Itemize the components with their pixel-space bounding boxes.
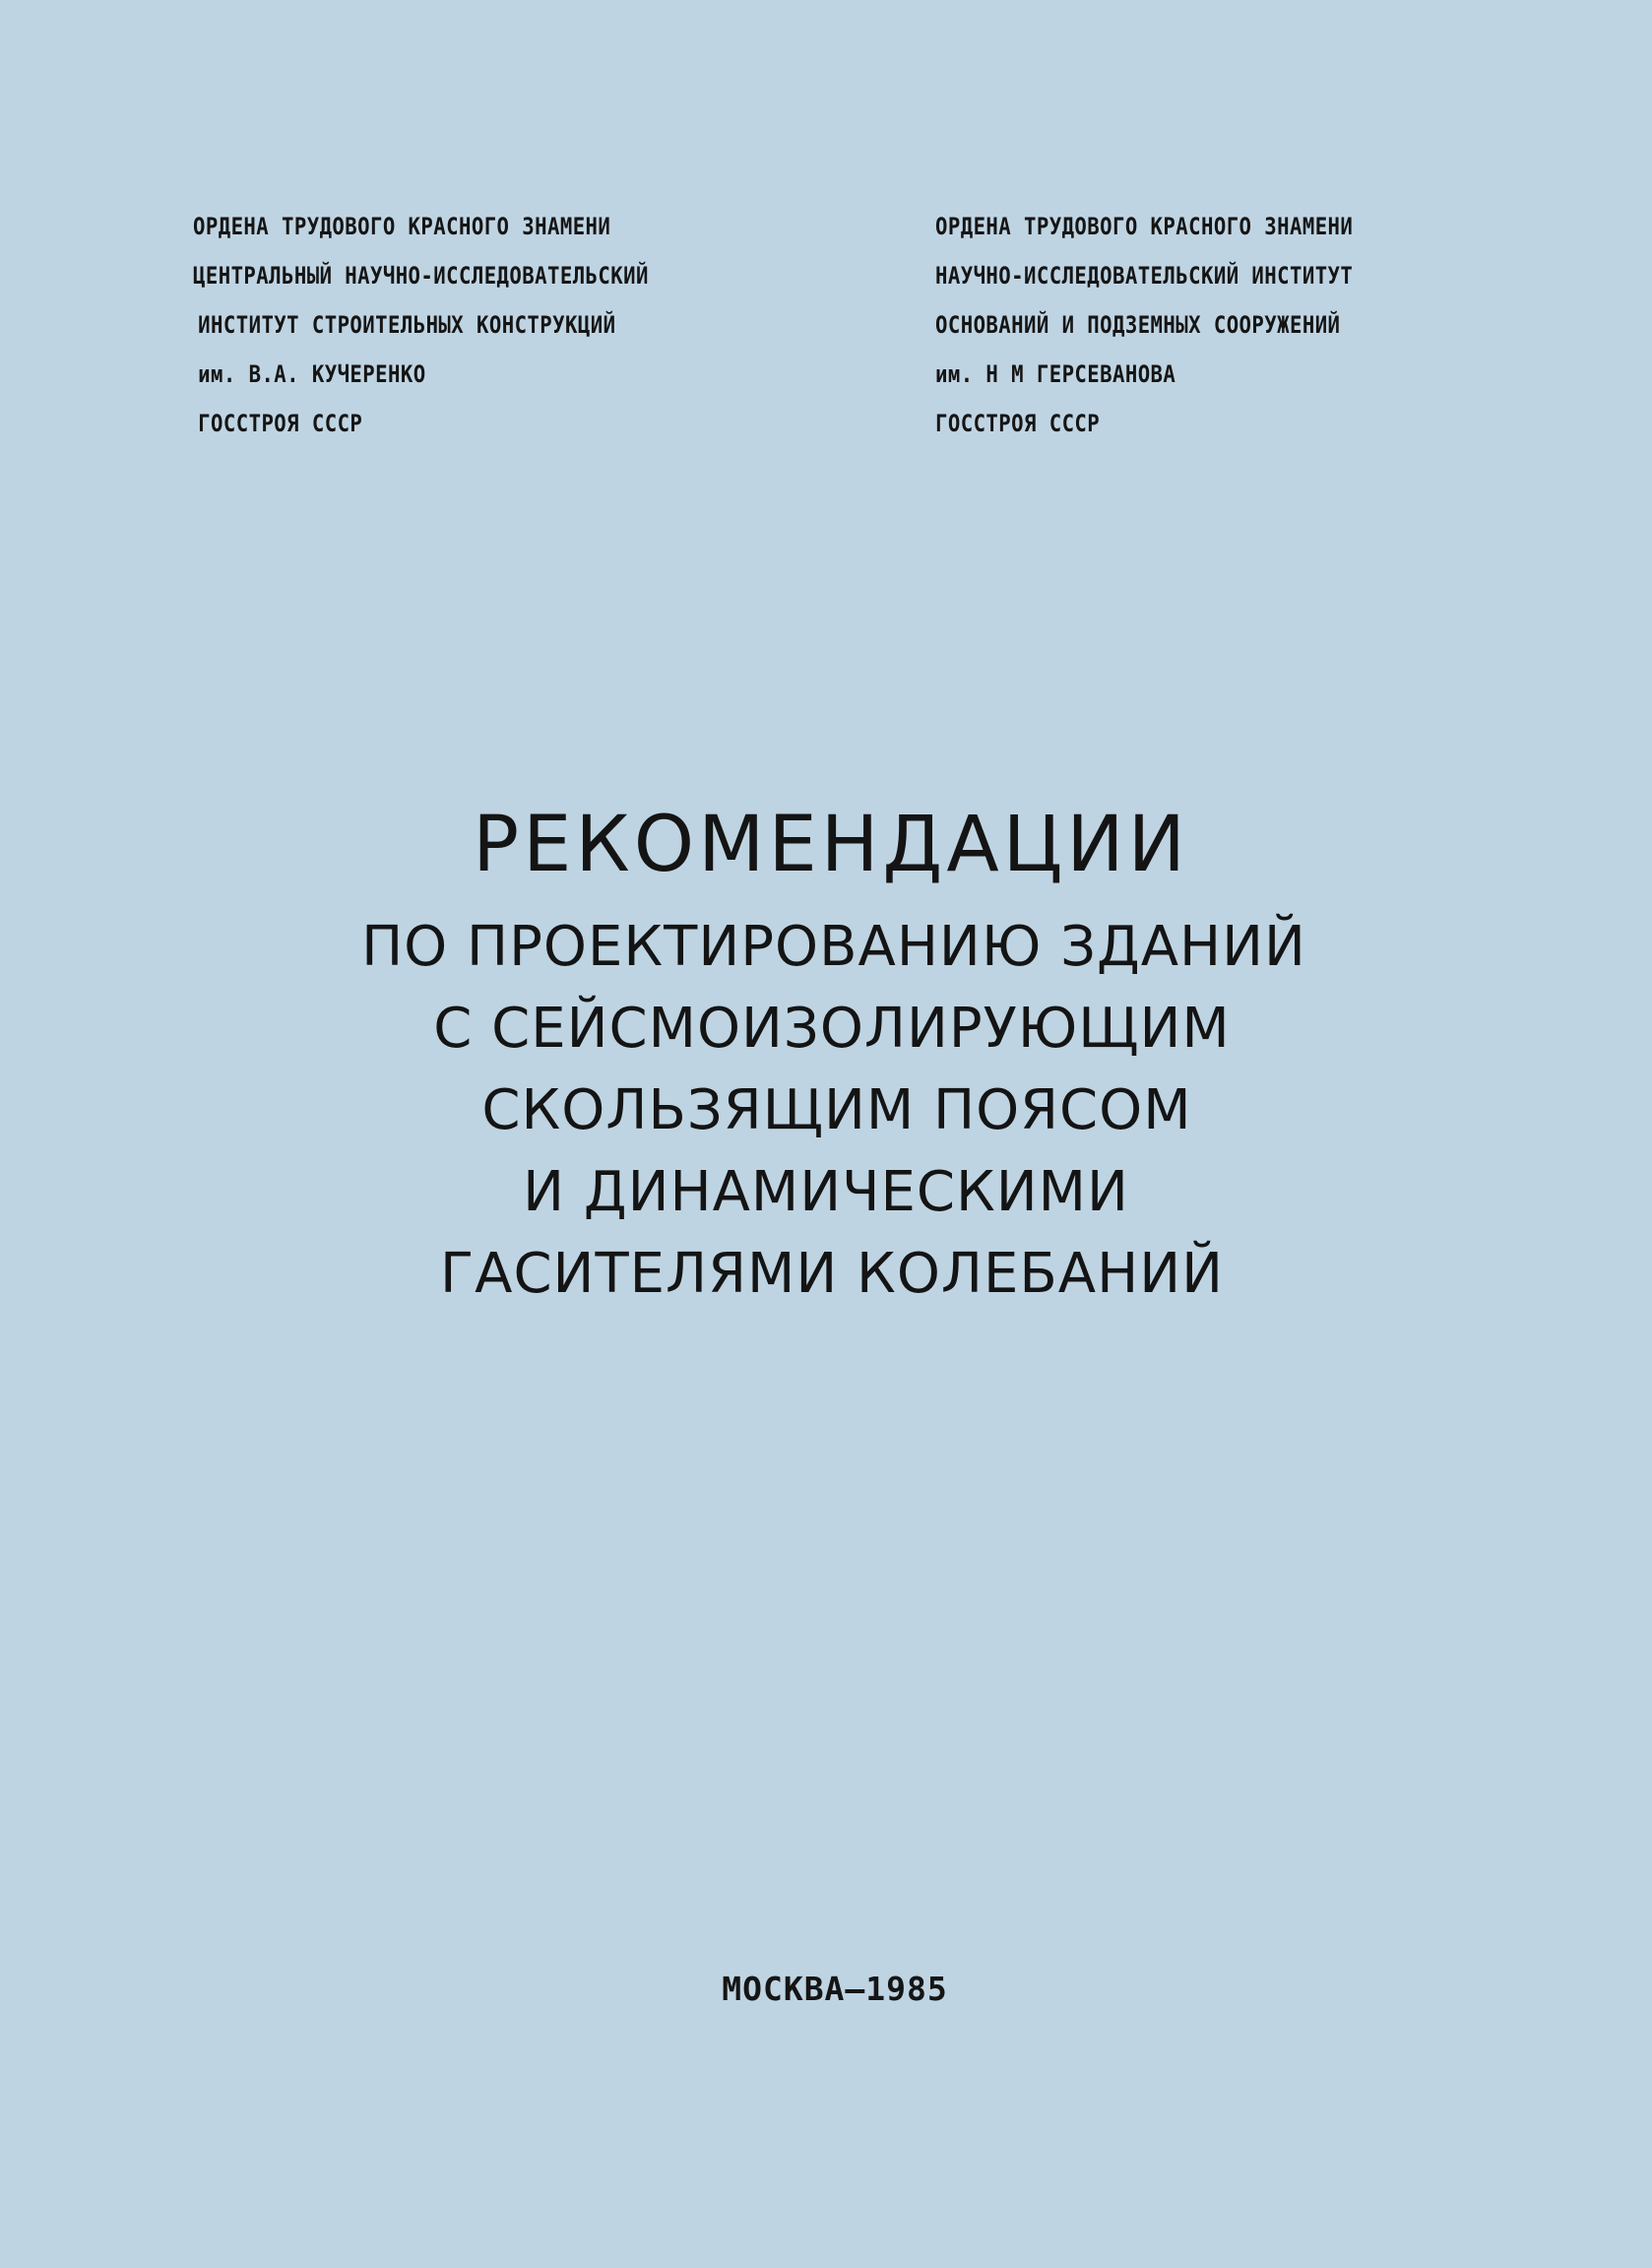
left-org-line: ИНСТИТУТ СТРОИТЕЛЬНЫХ КОНСТРУКЦИЙ <box>198 311 616 339</box>
right-org-line: ОРДЕНА ТРУДОВОГО КРАСНОГО ЗНАМЕНИ <box>935 213 1354 240</box>
document-title-block <box>0 796 1652 1315</box>
left-org-line: им. В.А. КУЧЕРЕНКО <box>198 360 426 388</box>
subtitle-line: И ДИНАМИЧЕСКИМИ <box>523 1160 1129 1224</box>
subtitle-line: С СЕЙСМОИЗОЛИРУЮЩИМ <box>433 997 1231 1061</box>
document-title: РЕКОМЕНДАЦИИ <box>473 801 1189 889</box>
publication-imprint: МОСКВА–1985 <box>722 1970 948 2008</box>
subtitle-line: ГАСИТЕЛЯМИ КОЛЕБАНИЙ <box>439 1242 1224 1306</box>
right-org-line: ГОССТРОЯ СССР <box>935 410 1101 437</box>
subtitle-line: ПО ПРОЕКТИРОВАНИЮ ЗДАНИЙ <box>361 915 1306 979</box>
right-org-line: НАУЧНО-ИССЛЕДОВАТЕЛЬСКИЙ ИНСТИТУТ <box>935 262 1354 290</box>
right-org-line: им. Н М ГЕРСЕВАНОВА <box>935 360 1176 388</box>
right-org-line: ОСНОВАНИЙ И ПОДЗЕМНЫХ СООРУЖЕНИЙ <box>935 311 1341 339</box>
subtitle-line: СКОЛЬЗЯЩИМ ПОЯСОМ <box>481 1078 1192 1142</box>
right-organization-block <box>935 202 1353 448</box>
left-organization-block <box>193 202 649 448</box>
document-subtitle <box>0 906 1652 1315</box>
left-org-line: ГОССТРОЯ СССР <box>198 410 363 437</box>
left-org-line: ЦЕНТРАЛЬНЫЙ НАУЧНО-ИССЛЕДОВАТЕЛЬСКИЙ <box>193 262 649 290</box>
left-org-line: ОРДЕНА ТРУДОВОГО КРАСНОГО ЗНАМЕНИ <box>193 213 611 240</box>
